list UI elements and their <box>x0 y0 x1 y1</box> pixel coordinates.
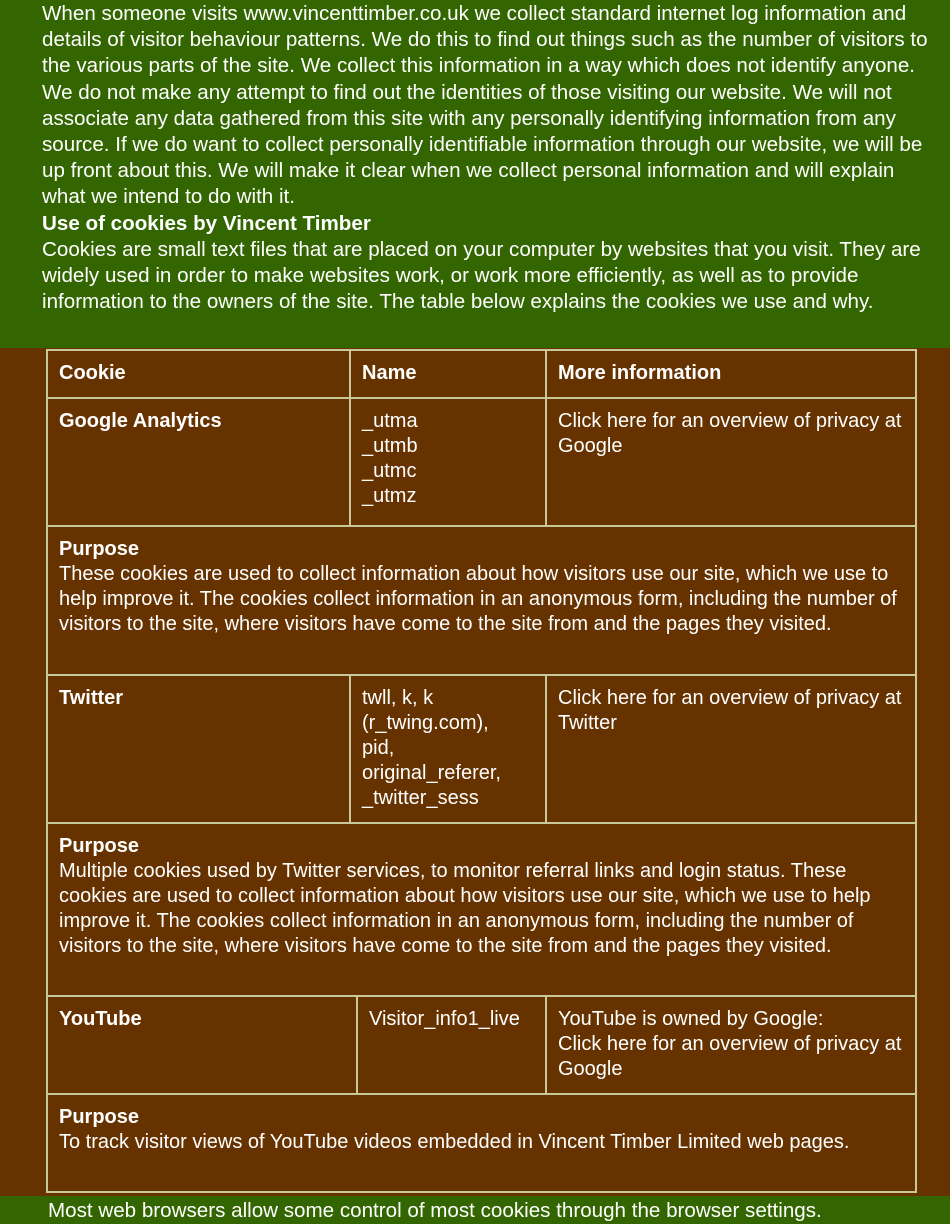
table-row-youtube-names <box>356 995 547 1095</box>
youtube-owner-note: YouTube is owned by Google: <box>558 1008 824 1030</box>
table-row-google-purpose <box>46 525 917 676</box>
header-more-info <box>545 349 917 399</box>
header-cookie <box>46 349 351 399</box>
cookies-description: Cookies are small text files that are placed on your computer by websites that you visit. They are widely used in order to make websites work, or work more efficiently, as well as to provide information to the owners of the site. The table below explains the cookies we use and why. <box>42 237 921 314</box>
cookie-id: twll, k, k <box>362 687 434 709</box>
table-row-twitter-purpose <box>46 822 917 997</box>
header-more-info-label: More information <box>558 362 722 384</box>
youtube-privacy-link[interactable]: Click here for an overview of privacy at Google <box>558 1033 902 1080</box>
intro-paragraph: When someone visits www.vincenttimber.co.uk we collect standard internet log information and details of visitor behaviour patterns. We do this to find out things such as the number of visitors to the various parts of the site. We collect this information in a way which does not identify anyone. We do not make any attempt to find out the identities of those visiting our website. We will not associate any data gathered from this site with any personally identifying information from any source. If we do want to collect personally identifiable information through our website, we will be up front about this. We will make it clear when we collect personal information and will explain what we intend to do with it. <box>42 2 928 209</box>
header-name <box>349 349 547 399</box>
cookie-name-google-analytics: Google Analytics <box>59 410 222 432</box>
purpose-text: To track visitor views of YouTube videos embedded in Vincent Timber Limited web pages. <box>59 1131 850 1153</box>
table-row-youtube-info <box>545 995 917 1095</box>
cookies-heading: Use of cookies by Vincent Timber <box>42 211 371 235</box>
cookie-name-youtube: YouTube <box>59 1008 142 1030</box>
cookie-name-twitter: Twitter <box>59 687 124 709</box>
purpose-label: Purpose <box>59 835 140 857</box>
cookie-id: _twitter_sess <box>362 787 479 809</box>
purpose-label: Purpose <box>59 1106 140 1128</box>
intro-section <box>0 0 950 348</box>
purpose-label: Purpose <box>59 538 140 560</box>
footer-text: Most web browsers allow some control of most cookies through the browser settings. <box>48 1199 822 1222</box>
table-row-youtube-purpose <box>46 1093 917 1193</box>
table-row-youtube-cookie <box>46 995 358 1095</box>
twitter-privacy-link[interactable]: Click here for an overview of privacy at Twitter <box>558 687 902 734</box>
cookie-id: Visitor_info1_live <box>369 1008 520 1030</box>
google-privacy-link[interactable]: Click here for an overview of privacy at Google <box>558 410 902 457</box>
cookie-id: pid, <box>362 737 395 759</box>
purpose-text: These cookies are used to collect information about how visitors use our site, which we use to help improve it. The cookies collect information in an anonymous form, including the number of visitors to the site, where visitors have come to the site from and the pages they visited. <box>59 563 897 635</box>
table-row-google-info <box>545 397 917 527</box>
table-row-twitter-names <box>349 674 547 824</box>
purpose-text: Multiple cookies used by Twitter services, to monitor referral links and login status. These cookies are used to collect information about how visitors use our site, which we use to help improve it. The cookies collect information in an anonymous form, including the number of visitors to the site, where visitors have come to the site from and the pages they visited. <box>59 860 871 957</box>
footer-section <box>0 1196 950 1224</box>
table-row-google-names <box>349 397 547 527</box>
cookie-id: _utmb <box>362 435 418 457</box>
cookie-id: _utmc <box>362 460 417 482</box>
table-row-twitter-cookie <box>46 674 351 824</box>
cookie-id: original_referer, <box>362 762 501 784</box>
cookie-id: (r_twing.com), <box>362 712 489 734</box>
header-name-label: Name <box>362 362 417 384</box>
table-row-twitter-info <box>545 674 917 824</box>
cookie-id: _utmz <box>362 485 417 507</box>
cookie-id: _utma <box>362 410 418 432</box>
header-cookie-label: Cookie <box>59 362 126 384</box>
table-row-google-cookie <box>46 397 351 527</box>
